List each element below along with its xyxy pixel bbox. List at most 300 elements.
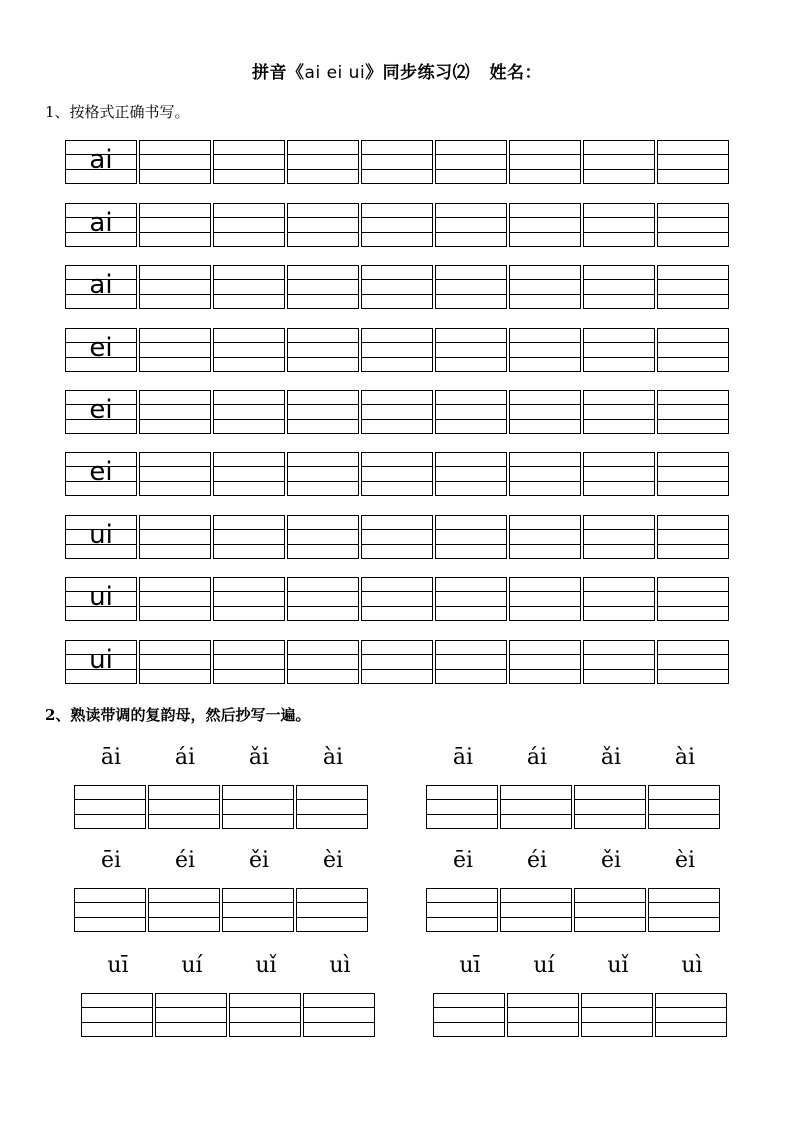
tone-syllable: uì [681, 953, 703, 978]
tone-syllable: uì [329, 953, 351, 978]
writing-cell[interactable] [139, 140, 211, 184]
guide-line [214, 606, 284, 607]
guide-line [510, 654, 580, 655]
writing-cell[interactable] [213, 452, 285, 496]
guide-line [140, 606, 210, 607]
tone-syllable: ài [322, 745, 344, 770]
tone-syllable: uí [181, 953, 203, 978]
guide-line [501, 902, 571, 903]
writing-cell[interactable] [222, 888, 294, 932]
title-prefix: 拼音《 [252, 63, 305, 83]
guide-line [140, 217, 210, 218]
page-title [0, 58, 794, 83]
guide-line [140, 279, 210, 280]
guide-line [140, 544, 210, 545]
guide-line [510, 232, 580, 233]
writing-cell[interactable] [148, 888, 220, 932]
guide-line [575, 902, 645, 903]
guide-line [156, 1022, 226, 1023]
writing-cell[interactable] [509, 390, 581, 434]
guide-line [140, 481, 210, 482]
sample-cell [65, 203, 137, 247]
guide-line [436, 529, 506, 530]
tone-syllable: ài [674, 745, 696, 770]
guide-line [214, 529, 284, 530]
guide-line [223, 799, 293, 800]
guide-line [140, 654, 210, 655]
writing-cell[interactable] [361, 515, 433, 559]
sample-pinyin: ei [89, 395, 113, 425]
writing-cell[interactable] [222, 785, 294, 829]
guide-line [362, 357, 432, 358]
guide-line [304, 1007, 374, 1008]
writing-cell[interactable] [213, 390, 285, 434]
writing-cell[interactable] [296, 888, 368, 932]
writing-cell[interactable] [583, 452, 655, 496]
guide-line [82, 1007, 152, 1008]
guide-line [75, 917, 145, 918]
guide-line [501, 917, 571, 918]
writing-cell[interactable] [74, 888, 146, 932]
guide-line [584, 654, 654, 655]
guide-line [436, 294, 506, 295]
guide-line [649, 902, 719, 903]
writing-cell[interactable] [287, 515, 359, 559]
guide-line [436, 481, 506, 482]
guide-line [436, 232, 506, 233]
writing-cell[interactable] [509, 640, 581, 684]
guide-line [582, 1007, 652, 1008]
guide-line [288, 654, 358, 655]
guide-line [214, 466, 284, 467]
writing-cell[interactable] [213, 515, 285, 559]
writing-cell[interactable] [426, 785, 498, 829]
guide-line [436, 544, 506, 545]
writing-cell[interactable] [213, 640, 285, 684]
writing-cell[interactable] [155, 993, 227, 1037]
sample-pinyin: ai [89, 270, 113, 300]
copy-grid [74, 785, 370, 829]
writing-cell[interactable] [287, 140, 359, 184]
tone-labels [426, 745, 722, 770]
guide-line [575, 799, 645, 800]
guide-line [214, 342, 284, 343]
writing-cell[interactable] [361, 203, 433, 247]
writing-cell[interactable] [509, 265, 581, 309]
writing-cell[interactable] [287, 452, 359, 496]
writing-cell[interactable] [139, 452, 211, 496]
writing-cell[interactable] [296, 785, 368, 829]
guide-line [575, 814, 645, 815]
guide-line [649, 814, 719, 815]
writing-cell[interactable] [213, 577, 285, 621]
guide-line [510, 154, 580, 155]
guide-line [82, 1022, 152, 1023]
writing-cell[interactable] [509, 203, 581, 247]
sample-pinyin: ui [89, 520, 113, 550]
practice-row [65, 452, 731, 496]
guide-line [288, 279, 358, 280]
guide-line [362, 342, 432, 343]
guide-line [75, 799, 145, 800]
guide-line [288, 591, 358, 592]
writing-cell[interactable] [287, 203, 359, 247]
guide-line [140, 294, 210, 295]
guide-line [584, 279, 654, 280]
practice-row [65, 515, 731, 559]
writing-cell[interactable] [435, 140, 507, 184]
writing-cell[interactable] [657, 140, 729, 184]
guide-line [510, 279, 580, 280]
tone-syllable: uí [533, 953, 555, 978]
copy-grid [433, 993, 729, 1037]
guide-line [288, 529, 358, 530]
tone-syllable: ēi [452, 848, 474, 873]
guide-line [658, 544, 728, 545]
sample-pinyin: ui [89, 582, 113, 612]
writing-cell[interactable] [435, 328, 507, 372]
tone-syllable: ěi [248, 848, 270, 873]
copy-grid [426, 888, 722, 932]
guide-line [510, 606, 580, 607]
writing-cell[interactable] [583, 265, 655, 309]
writing-cell[interactable] [435, 390, 507, 434]
guide-line [288, 232, 358, 233]
writing-cell[interactable] [81, 993, 153, 1037]
guide-line [223, 814, 293, 815]
guide-line [149, 814, 219, 815]
guide-line [658, 217, 728, 218]
writing-cell[interactable] [361, 452, 433, 496]
guide-line [584, 669, 654, 670]
writing-cell[interactable] [500, 888, 572, 932]
writing-cell[interactable] [361, 577, 433, 621]
tone-syllable: āi [100, 745, 122, 770]
tone-syllable: ēi [100, 848, 122, 873]
guide-line [362, 217, 432, 218]
writing-cell[interactable] [287, 328, 359, 372]
writing-cell[interactable] [583, 140, 655, 184]
guide-line [362, 419, 432, 420]
guide-line [582, 1022, 652, 1023]
writing-cell[interactable] [583, 203, 655, 247]
sample-pinyin: ai [89, 208, 113, 238]
writing-cell[interactable] [583, 328, 655, 372]
title-pinyin: ai ei ui [304, 63, 366, 83]
guide-line [656, 1007, 726, 1008]
guide-line [362, 481, 432, 482]
guide-line [140, 669, 210, 670]
writing-cell[interactable] [435, 640, 507, 684]
guide-line [288, 294, 358, 295]
guide-line [436, 654, 506, 655]
writing-cell[interactable] [287, 640, 359, 684]
guide-line [297, 799, 367, 800]
tone-syllable: uǐ [255, 953, 277, 978]
sample-cell [65, 140, 137, 184]
writing-cell[interactable] [435, 452, 507, 496]
guide-line [508, 1007, 578, 1008]
guide-line [140, 404, 210, 405]
writing-cell[interactable] [213, 328, 285, 372]
guide-line [658, 654, 728, 655]
sample-cell [65, 577, 137, 621]
guide-line [575, 917, 645, 918]
writing-cell[interactable] [148, 785, 220, 829]
writing-cell[interactable] [583, 577, 655, 621]
writing-cell[interactable] [657, 640, 729, 684]
guide-line [214, 544, 284, 545]
writing-cell[interactable] [139, 328, 211, 372]
writing-cell[interactable] [287, 265, 359, 309]
guide-line [510, 466, 580, 467]
writing-cell[interactable] [426, 888, 498, 932]
guide-line [436, 154, 506, 155]
guide-line [434, 1022, 504, 1023]
guide-line [427, 799, 497, 800]
guide-line [658, 169, 728, 170]
guide-line [288, 404, 358, 405]
tone-syllable: ěi [600, 848, 622, 873]
guide-line [362, 654, 432, 655]
guide-line [140, 357, 210, 358]
guide-line [434, 1007, 504, 1008]
guide-line [214, 232, 284, 233]
sample-cell [65, 265, 137, 309]
guide-line [658, 404, 728, 405]
guide-line [214, 419, 284, 420]
writing-cell[interactable] [657, 203, 729, 247]
writing-cell[interactable] [657, 328, 729, 372]
guide-line [288, 169, 358, 170]
guide-line [288, 606, 358, 607]
writing-cell[interactable] [139, 390, 211, 434]
guide-line [510, 419, 580, 420]
guide-line [214, 217, 284, 218]
guide-line [510, 357, 580, 358]
writing-cell[interactable] [509, 577, 581, 621]
guide-line [658, 357, 728, 358]
guide-line [658, 154, 728, 155]
guide-line [510, 669, 580, 670]
guide-line [584, 342, 654, 343]
guide-line [584, 169, 654, 170]
writing-cell[interactable] [139, 515, 211, 559]
writing-cell[interactable] [500, 785, 572, 829]
guide-line [362, 606, 432, 607]
writing-cell[interactable] [287, 577, 359, 621]
guide-line [223, 902, 293, 903]
guide-line [140, 419, 210, 420]
guide-line [658, 481, 728, 482]
writing-cell[interactable] [361, 390, 433, 434]
guide-line [140, 342, 210, 343]
guide-line [649, 799, 719, 800]
guide-line [510, 529, 580, 530]
sample-pinyin: ai [89, 145, 113, 175]
writing-cell[interactable] [507, 993, 579, 1037]
guide-line [658, 606, 728, 607]
guide-line [436, 169, 506, 170]
guide-line [510, 169, 580, 170]
tone-syllable: ǎi [248, 745, 270, 770]
guide-line [584, 481, 654, 482]
writing-cell[interactable] [583, 390, 655, 434]
guide-line [501, 799, 571, 800]
practice-row [65, 577, 731, 621]
writing-cell[interactable] [213, 265, 285, 309]
guide-line [427, 814, 497, 815]
writing-cell[interactable] [509, 515, 581, 559]
practice-row [65, 640, 731, 684]
guide-line [214, 154, 284, 155]
writing-cell[interactable] [509, 328, 581, 372]
practice-row [65, 265, 731, 309]
writing-cell[interactable] [583, 640, 655, 684]
sample-cell [65, 452, 137, 496]
guide-line [214, 294, 284, 295]
writing-cell[interactable] [509, 140, 581, 184]
writing-cell[interactable] [433, 993, 505, 1037]
guide-line [223, 917, 293, 918]
guide-line [436, 217, 506, 218]
guide-line [510, 217, 580, 218]
writing-cell[interactable] [361, 140, 433, 184]
writing-cell[interactable] [657, 452, 729, 496]
sample-cell [65, 390, 137, 434]
guide-line [510, 544, 580, 545]
guide-line [658, 279, 728, 280]
writing-cell[interactable] [229, 993, 301, 1037]
writing-cell[interactable] [139, 577, 211, 621]
guide-line [510, 342, 580, 343]
guide-line [304, 1022, 374, 1023]
writing-cell[interactable] [435, 515, 507, 559]
guide-line [658, 529, 728, 530]
sample-pinyin: ei [89, 333, 113, 363]
guide-line [140, 232, 210, 233]
writing-cell[interactable] [657, 265, 729, 309]
guide-line [436, 279, 506, 280]
guide-line [658, 232, 728, 233]
guide-line [362, 232, 432, 233]
guide-line [149, 902, 219, 903]
guide-line [230, 1022, 300, 1023]
guide-line [584, 466, 654, 467]
writing-cell[interactable] [361, 328, 433, 372]
tone-labels [74, 745, 370, 770]
copy-grid [74, 888, 370, 932]
guide-line [140, 154, 210, 155]
guide-line [297, 814, 367, 815]
guide-line [508, 1022, 578, 1023]
sample-cell [65, 515, 137, 559]
guide-line [214, 169, 284, 170]
writing-cell[interactable] [435, 265, 507, 309]
guide-line [427, 917, 497, 918]
guide-line [510, 481, 580, 482]
guide-line [362, 294, 432, 295]
guide-line [288, 419, 358, 420]
guide-line [658, 466, 728, 467]
guide-line [214, 591, 284, 592]
guide-line [436, 669, 506, 670]
guide-line [362, 154, 432, 155]
guide-line [649, 917, 719, 918]
guide-line [288, 154, 358, 155]
tone-syllable: èi [674, 848, 696, 873]
tone-labels [81, 953, 377, 978]
guide-line [436, 591, 506, 592]
tone-labels [426, 848, 722, 873]
guide-line [656, 1022, 726, 1023]
writing-cell[interactable] [435, 203, 507, 247]
writing-cell[interactable] [139, 203, 211, 247]
tone-syllable: ái [526, 745, 548, 770]
tone-syllable: āi [452, 745, 474, 770]
guide-line [214, 654, 284, 655]
guide-line [510, 591, 580, 592]
writing-cell[interactable] [74, 785, 146, 829]
writing-cell[interactable] [655, 993, 727, 1037]
guide-line [436, 357, 506, 358]
guide-line [584, 591, 654, 592]
guide-line [362, 169, 432, 170]
guide-line [140, 466, 210, 467]
writing-cell[interactable] [648, 785, 720, 829]
writing-cell[interactable] [435, 577, 507, 621]
guide-line [75, 902, 145, 903]
sample-pinyin: ui [89, 645, 113, 675]
guide-line [362, 591, 432, 592]
writing-cell[interactable] [303, 993, 375, 1037]
writing-cell[interactable] [361, 640, 433, 684]
sample-pinyin: ei [89, 457, 113, 487]
guide-line [658, 591, 728, 592]
guide-line [288, 669, 358, 670]
guide-line [510, 294, 580, 295]
writing-cell[interactable] [574, 785, 646, 829]
writing-cell[interactable] [581, 993, 653, 1037]
writing-cell[interactable] [648, 888, 720, 932]
writing-cell[interactable] [361, 265, 433, 309]
guide-line [362, 279, 432, 280]
writing-cell[interactable] [583, 515, 655, 559]
writing-cell[interactable] [139, 640, 211, 684]
writing-cell[interactable] [509, 452, 581, 496]
section1-label: 1、按格式正确书写。 [45, 103, 190, 121]
writing-cell[interactable] [213, 203, 285, 247]
guide-line [156, 1007, 226, 1008]
guide-line [584, 404, 654, 405]
writing-cell[interactable] [657, 515, 729, 559]
guide-line [362, 529, 432, 530]
practice-row [65, 328, 731, 372]
guide-line [436, 342, 506, 343]
guide-line [584, 154, 654, 155]
writing-cell[interactable] [574, 888, 646, 932]
guide-line [362, 404, 432, 405]
title-suffix: 》同步练习⑵ [365, 63, 471, 83]
guide-line [362, 544, 432, 545]
writing-cell[interactable] [657, 577, 729, 621]
guide-line [436, 466, 506, 467]
writing-cell[interactable] [287, 390, 359, 434]
writing-cell[interactable] [657, 390, 729, 434]
writing-cell[interactable] [139, 265, 211, 309]
writing-cell[interactable] [213, 140, 285, 184]
sample-cell [65, 640, 137, 684]
